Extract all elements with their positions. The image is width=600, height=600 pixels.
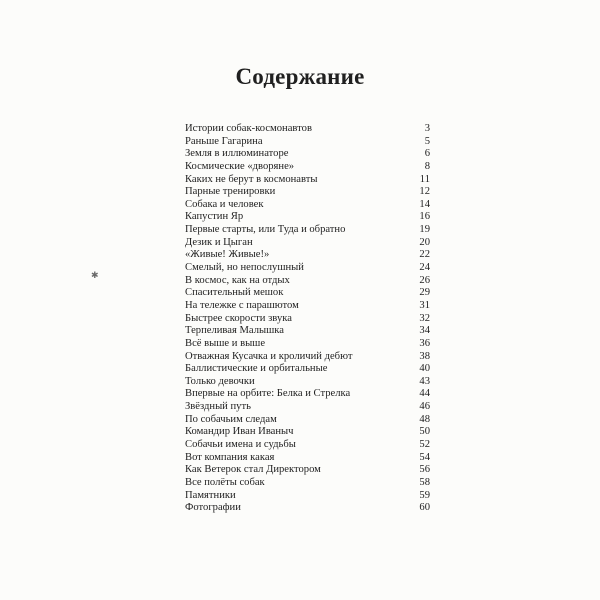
toc-entry bbox=[185, 452, 430, 465]
toc-entry-title: Фотографии bbox=[185, 502, 241, 514]
toc-entry bbox=[185, 262, 430, 275]
toc-entry-title: Парные тренировки bbox=[185, 186, 276, 198]
toc-entry-title: В космос, как на отдых bbox=[185, 274, 290, 286]
toc-entry bbox=[185, 388, 430, 401]
toc-entry-title: Истории собак-космонавтов bbox=[185, 123, 312, 134]
toc-entry-page-number: 6 bbox=[424, 148, 430, 160]
toc-entry-page-number: 58 bbox=[419, 476, 430, 488]
toc-entry bbox=[185, 287, 430, 300]
toc-entry bbox=[185, 275, 430, 288]
toc-entry-title: На тележке с парашютом bbox=[185, 299, 299, 311]
toc-entry bbox=[185, 249, 430, 262]
toc-entry-page-number: 36 bbox=[419, 337, 430, 349]
toc-entry-page-number: 43 bbox=[419, 375, 430, 387]
toc-entry-page-number: 59 bbox=[419, 489, 430, 501]
toc-entry bbox=[185, 136, 430, 149]
toc-entry-title: Каких не берут в космонавты bbox=[185, 173, 318, 185]
toc-entry-title: Отважная Кусачка и кроличий дебют bbox=[185, 350, 353, 362]
toc-entry bbox=[185, 199, 430, 212]
toc-entry bbox=[185, 439, 430, 452]
toc-entry-title: Терпеливая Малышка bbox=[185, 325, 284, 337]
toc-entry bbox=[185, 401, 430, 414]
toc-entry-page-number: 54 bbox=[419, 451, 430, 463]
toc-entry-title: «Живые! Живые!» bbox=[185, 249, 270, 261]
toc-entry-title: Памятники bbox=[185, 489, 236, 501]
toc-entry bbox=[185, 174, 430, 187]
toc-entry-page-number: 52 bbox=[419, 439, 430, 451]
toc-entry bbox=[185, 376, 430, 389]
toc-entry-page-number: 26 bbox=[419, 274, 430, 286]
toc-entry-page-number: 11 bbox=[419, 173, 430, 185]
toc-entry bbox=[185, 148, 430, 161]
toc-entry-page-number: 5 bbox=[424, 135, 430, 147]
toc-entry-page-number: 48 bbox=[419, 413, 430, 425]
toc-entry-title: Быстрее скорости звука bbox=[185, 312, 292, 324]
toc-entry-page-number: 31 bbox=[419, 299, 430, 311]
table-of-contents bbox=[185, 123, 430, 515]
toc-entry bbox=[185, 237, 430, 250]
toc-entry bbox=[185, 502, 430, 515]
toc-entry-page-number: 56 bbox=[419, 464, 430, 476]
toc-entry-page-number: 12 bbox=[419, 186, 430, 198]
toc-entry-page-number: 50 bbox=[419, 426, 430, 438]
toc-entry-title: Собачьи имена и судьбы bbox=[185, 439, 296, 451]
toc-entry-title: Баллистические и орбитальные bbox=[185, 363, 328, 375]
toc-entry-title: Звёздный путь bbox=[185, 401, 251, 413]
toc-entry-page-number: 24 bbox=[419, 262, 430, 274]
toc-entry-title: Космические «дворяне» bbox=[185, 160, 295, 172]
toc-entry-title: Вот компания какая bbox=[185, 451, 275, 463]
toc-entry-title: Капустин Яр bbox=[185, 211, 244, 223]
toc-entry bbox=[185, 161, 430, 174]
toc-entry bbox=[185, 363, 430, 376]
toc-entry bbox=[185, 186, 430, 199]
toc-entry-page-number: 44 bbox=[419, 388, 430, 400]
toc-entry-title: Впервые на орбите: Белка и Стрелка bbox=[185, 388, 351, 400]
toc-entry-page-number: 29 bbox=[419, 287, 430, 299]
toc-entry-title: Земля в иллюминаторе bbox=[185, 148, 289, 160]
toc-entry bbox=[185, 414, 430, 427]
toc-entry-page-number: 38 bbox=[419, 350, 430, 362]
toc-entry-page-number: 60 bbox=[419, 502, 430, 514]
toc-entry-title: Спасительный мешок bbox=[185, 287, 284, 299]
toc-entry bbox=[185, 313, 430, 326]
toc-entry-page-number: 32 bbox=[419, 312, 430, 324]
toc-entry-page-number: 46 bbox=[419, 401, 430, 413]
toc-entry bbox=[185, 351, 430, 364]
toc-entry-page-number: 3 bbox=[424, 123, 430, 134]
toc-entry bbox=[185, 300, 430, 313]
toc-entry-page-number: 40 bbox=[419, 363, 430, 375]
toc-entry-page-number: 19 bbox=[419, 224, 430, 236]
toc-entry-page-number: 8 bbox=[424, 160, 430, 172]
toc-entry-title: Первые старты, или Туда и обратно bbox=[185, 224, 346, 236]
toc-entry bbox=[185, 464, 430, 477]
toc-entry-title: Все полёты собак bbox=[185, 476, 265, 488]
toc-entry-title: Собака и человек bbox=[185, 198, 264, 210]
toc-entry-title: Командир Иван Иваныч bbox=[185, 426, 294, 438]
toc-entry bbox=[185, 477, 430, 490]
toc-entry-title: Смелый, но непослушный bbox=[185, 262, 304, 274]
toc-entry-title: По собачьим следам bbox=[185, 413, 277, 425]
toc-entry bbox=[185, 123, 430, 136]
toc-entry-page-number: 16 bbox=[419, 211, 430, 223]
toc-entry-page-number: 22 bbox=[419, 249, 430, 261]
margin-mark: ✱ bbox=[91, 270, 99, 280]
toc-entry-title: Всё выше и выше bbox=[185, 337, 266, 349]
toc-entry-page-number: 34 bbox=[419, 325, 430, 337]
toc-entry bbox=[185, 211, 430, 224]
toc-entry-title: Раньше Гагарина bbox=[185, 135, 263, 147]
toc-entry bbox=[185, 224, 430, 237]
toc-entry bbox=[185, 490, 430, 503]
toc-entry bbox=[185, 325, 430, 338]
toc-entry-page-number: 14 bbox=[419, 198, 430, 210]
toc-entry-title: Только девочки bbox=[185, 375, 255, 387]
toc-entry-title: Как Ветерок стал Директором bbox=[185, 464, 321, 476]
page-title: Содержание bbox=[235, 64, 365, 89]
toc-entry bbox=[185, 338, 430, 351]
toc-entry-title: Дезик и Цыган bbox=[185, 236, 253, 248]
toc-entry-page-number: 20 bbox=[419, 236, 430, 248]
toc-entry bbox=[185, 426, 430, 439]
